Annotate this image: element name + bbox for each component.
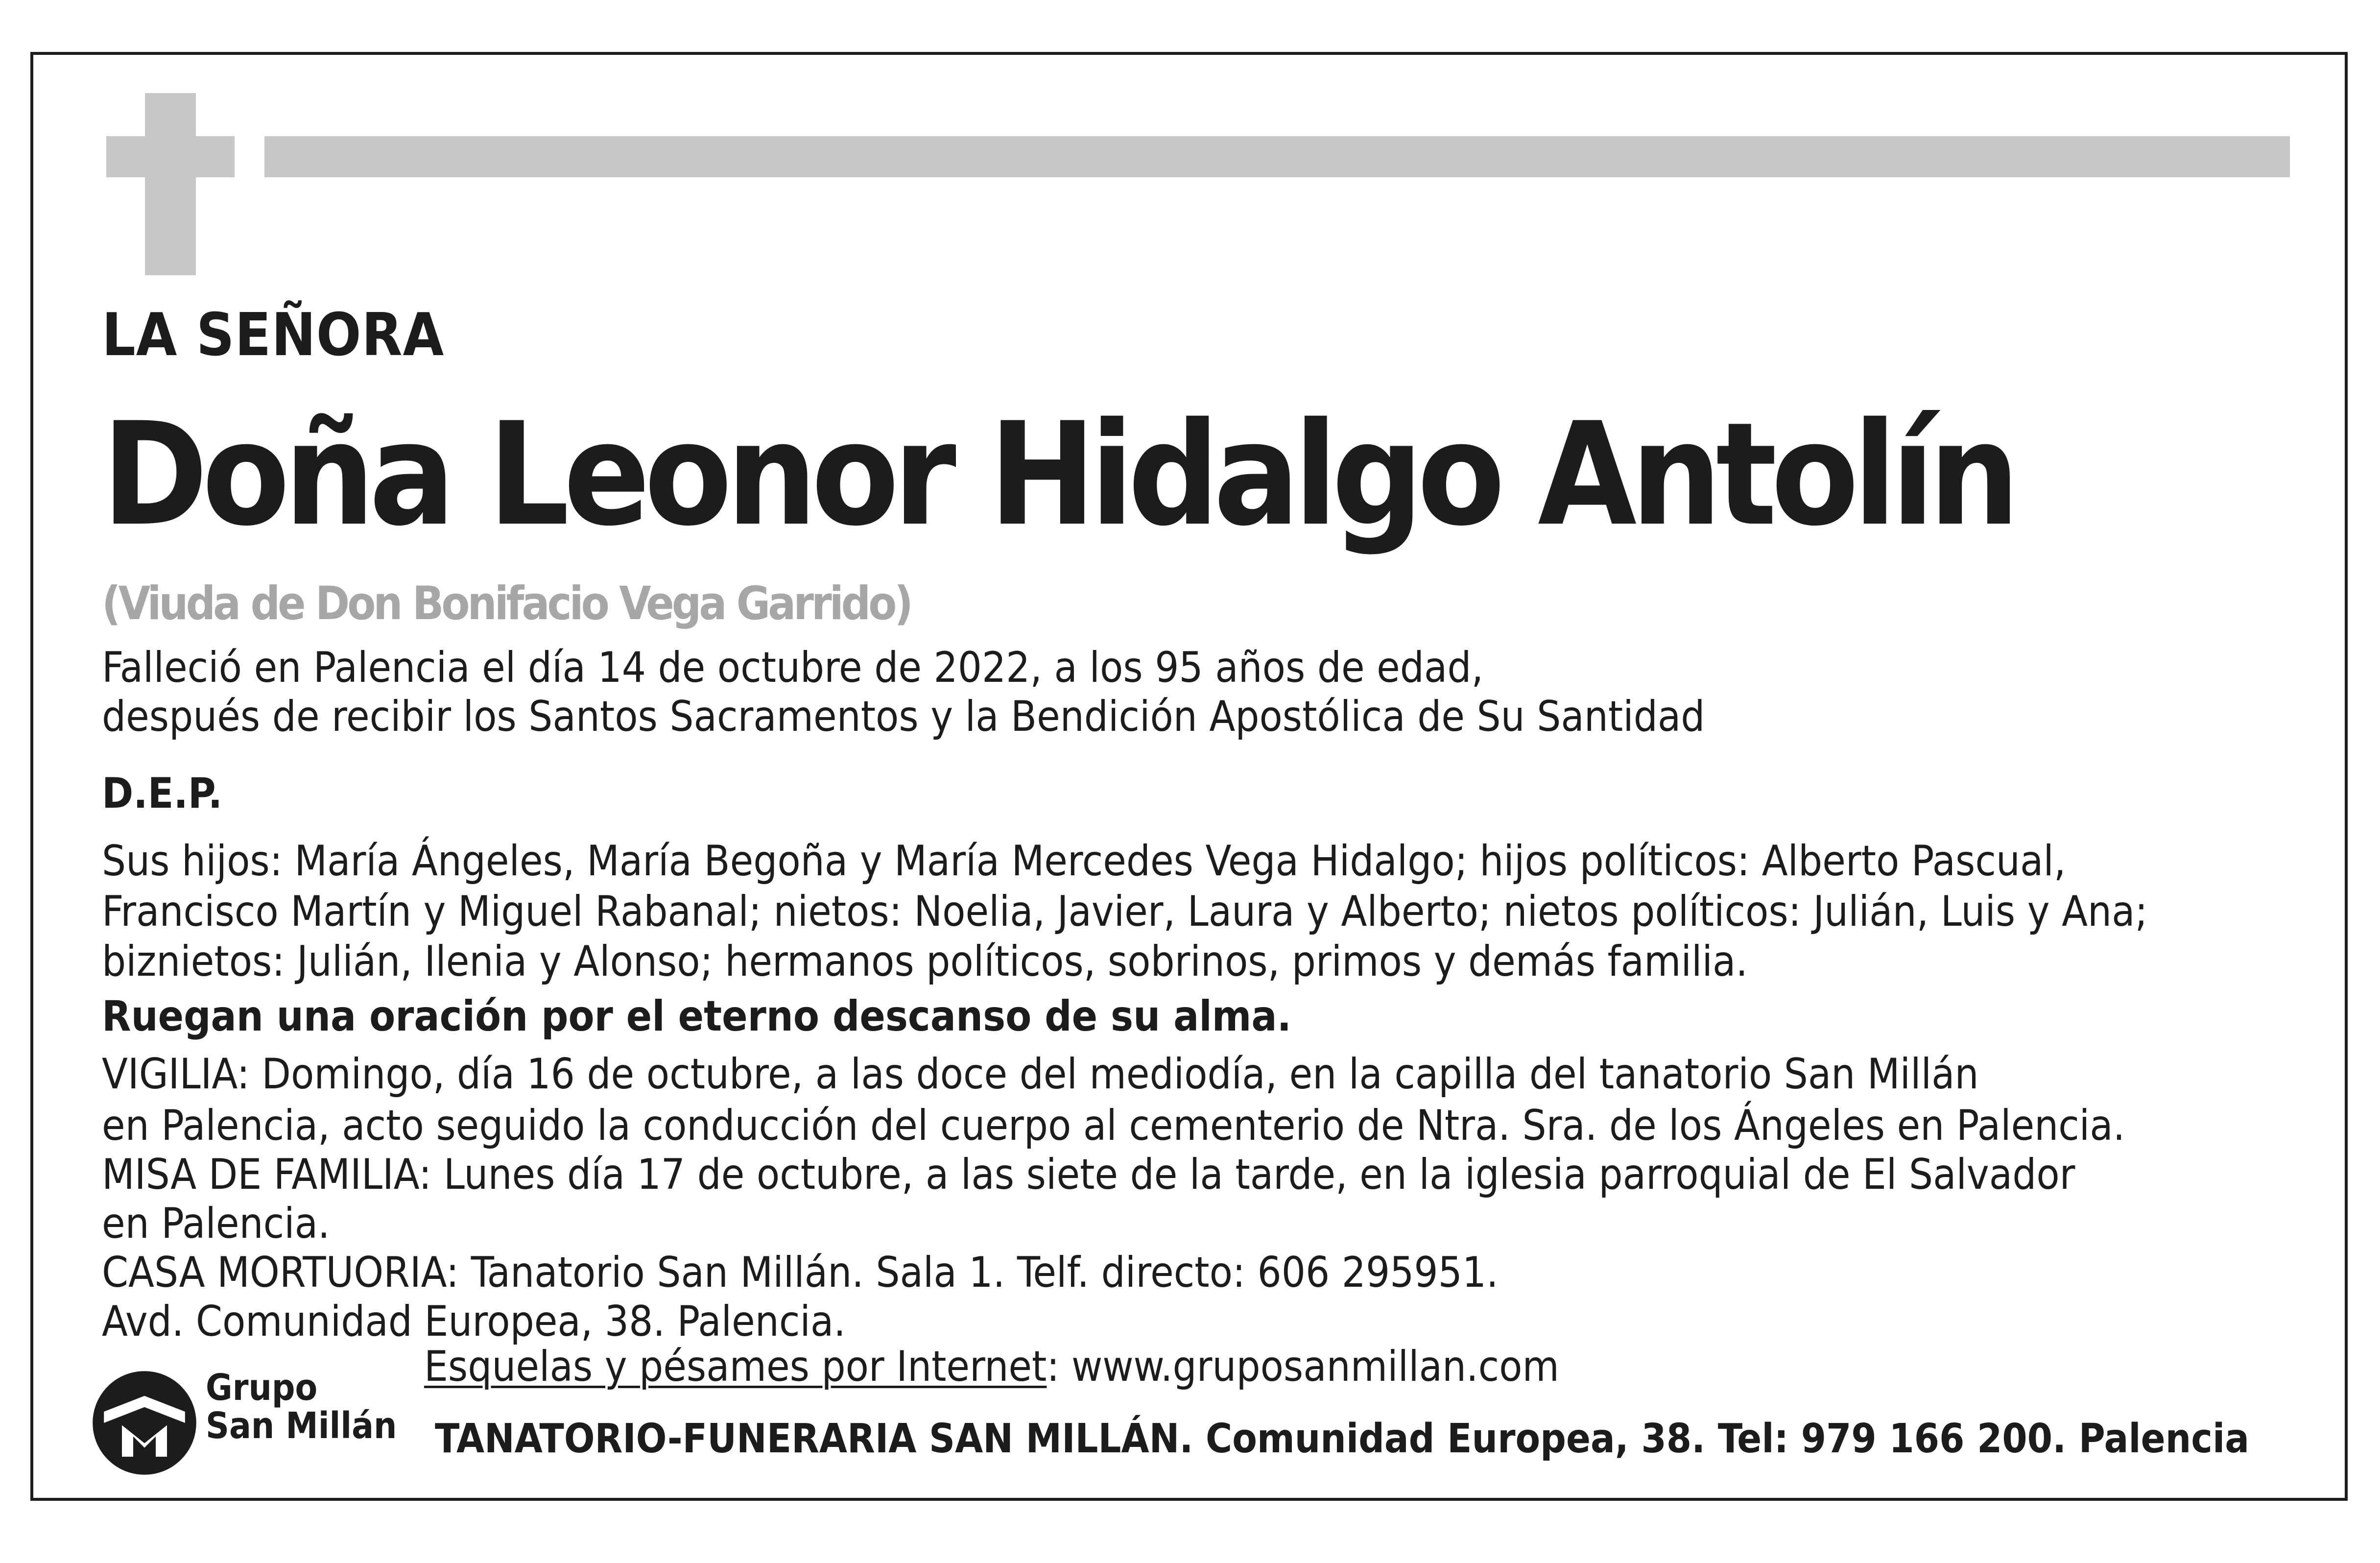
logo-wordmark	[206, 1369, 397, 1445]
family-line-3: biznietos: Julián, Ilenia y Alonso; hermanos políticos, sobrinos, primos y demás familia.	[102, 937, 1748, 986]
widow-note: (Viuda de Don Bonifacio Vega Garrido)	[102, 577, 911, 630]
website-link[interactable]: www.gruposanmillan.com	[1071, 1342, 1559, 1391]
logo-line-2: San Millán	[206, 1404, 397, 1447]
mortuary-line: CASA MORTUORIA: Tanatorio San Millán. Sala 1. Telf. directo: 606 295951.	[102, 1248, 1499, 1297]
internet-separator: :	[1047, 1342, 1060, 1391]
vigil-line-1: VIGILIA: Domingo, día 16 de octubre, a las doce del mediodía, en la capilla del tanatorio San Millán	[102, 1050, 1979, 1099]
lead-title: LA SEÑORA	[102, 301, 445, 369]
death-notice-line-2: después de recibir los Santos Sacramentos y la Bendición Apostólica de Su Santidad	[102, 692, 1705, 741]
deceased-name: Doña Leonor Hidalgo Antolín	[102, 392, 2014, 557]
mass-line-1: MISA DE FAMILIA: Lunes día 17 de octubre, a las siete de la tarde, en la iglesia parroquial de El Salvador	[102, 1150, 2075, 1199]
cross-vertical-bar	[145, 93, 196, 275]
address-line: Avd. Comunidad Europea, 38. Palencia.	[102, 1297, 846, 1346]
family-line-1: Sus hijos: María Ángeles, María Begoña y María Mercedes Vega Hidalgo; hijos políticos: Alberto Pascual,	[102, 837, 2066, 886]
dep-label: D.E.P.	[102, 769, 223, 818]
death-notice-line-1: Falleció en Palencia el día 14 de octubre de 2022, a los 95 años de edad,	[102, 643, 1484, 692]
family-line-2: Francisco Martín y Miguel Rabanal; nietos: Noelia, Javier, Laura y Alberto; nietos políticos: Julián, Luis y Ana;	[102, 887, 2148, 936]
internet-line	[424, 1342, 1559, 1391]
vigil-line-2: en Palencia, acto seguido la conducción del cuerpo al cementerio de Ntra. Sra. de los Ángeles en Palencia.	[102, 1101, 2125, 1150]
logo-line-1: Grupo	[206, 1367, 318, 1409]
header-rule	[264, 136, 2290, 177]
footer-contact: TANATORIO-FUNERARIA SAN MILLÁN. Comunidad Europea, 38. Tel: 979 166 200. Palencia	[435, 1416, 2249, 1462]
prayer-line: Ruegan una oración por el eterno descanso de su alma.	[102, 992, 1291, 1041]
mass-line-2: en Palencia.	[102, 1199, 330, 1248]
cross-horizontal-bar	[106, 136, 235, 177]
internet-label: Esquelas y pésames por Internet	[424, 1342, 1047, 1391]
grupo-san-millan-logo-icon	[88, 1367, 201, 1479]
